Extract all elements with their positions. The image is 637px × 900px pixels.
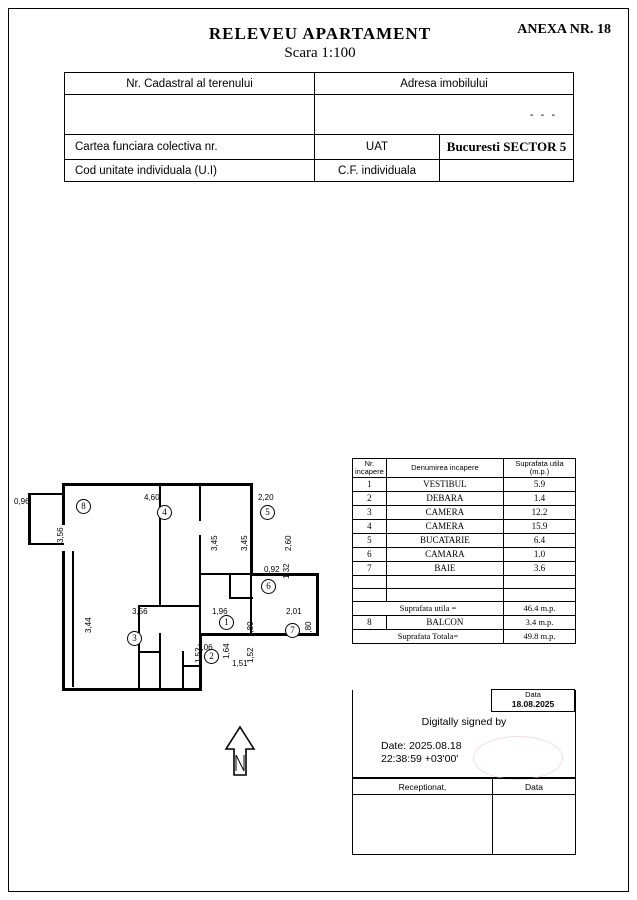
table-row bbox=[353, 533, 576, 547]
room-name: DEBARA bbox=[386, 491, 503, 505]
north-arrow-icon bbox=[222, 725, 258, 777]
receptionat-value bbox=[353, 795, 493, 855]
wall bbox=[62, 688, 202, 691]
table-row bbox=[353, 505, 576, 519]
wall bbox=[62, 483, 65, 525]
wall-interior bbox=[199, 575, 201, 633]
wall-interior bbox=[138, 605, 140, 691]
dim-1-06: 1,06 bbox=[197, 643, 213, 652]
room-marker-4: 4 bbox=[157, 505, 172, 520]
cf-individual-label: C.F. individuala bbox=[315, 160, 440, 182]
wall-interior bbox=[182, 651, 184, 691]
wall-balcony bbox=[28, 493, 64, 495]
room-area: 3.6 bbox=[504, 561, 576, 575]
col-header-area: Suprafata utila (m.p.) bbox=[504, 459, 576, 478]
wall-balcony bbox=[28, 543, 64, 545]
cf-individual-value bbox=[440, 160, 574, 182]
wall bbox=[62, 483, 252, 486]
digital-signature-date bbox=[381, 740, 462, 766]
col-header-nr: Nr. incapere bbox=[353, 459, 387, 478]
table-row-blank bbox=[353, 588, 576, 601]
usable-area-label: Suprafata utila = bbox=[353, 601, 504, 615]
room-area: 12.2 bbox=[504, 505, 576, 519]
balcony-name: BALCON bbox=[386, 615, 503, 629]
address-value bbox=[315, 95, 574, 135]
data-value: 18.08.2025 bbox=[511, 698, 555, 709]
room-name: BUCATARIE bbox=[386, 533, 503, 547]
table-row bbox=[353, 477, 576, 491]
signature-date-box bbox=[491, 689, 575, 712]
dim-0-96: 0,96 bbox=[14, 497, 30, 506]
signature-date-line1: Date: 2025.08.18 bbox=[381, 740, 462, 752]
dim-0-92: 0,92 bbox=[264, 565, 280, 574]
digital-signature-label: Digitally signed by bbox=[421, 716, 507, 728]
cadastral-header: Nr. Cadastral al terenului bbox=[65, 73, 315, 95]
wall-interior bbox=[159, 541, 161, 555]
dim-2-60: 2,60 bbox=[284, 535, 293, 551]
dim-3-56b: 3,56 bbox=[132, 607, 148, 616]
room-marker-8: 8 bbox=[76, 499, 91, 514]
wall-interior bbox=[229, 575, 231, 599]
room-name: CAMERA bbox=[386, 519, 503, 533]
room-nr: 4 bbox=[353, 519, 387, 533]
room-schedule-table bbox=[352, 458, 576, 644]
wall-interior bbox=[159, 605, 201, 607]
annex-label: ANEXA NR. 18 bbox=[517, 22, 611, 37]
room-name: CAMERA bbox=[386, 505, 503, 519]
room-nr: 3 bbox=[353, 505, 387, 519]
wall-interior bbox=[159, 555, 161, 605]
wall-interior bbox=[182, 665, 200, 667]
dim-1-51: 1,51 bbox=[232, 659, 248, 668]
room-marker-5: 5 bbox=[260, 505, 275, 520]
receptionat-label: Receptionat, bbox=[353, 779, 493, 795]
data-col-label: Data bbox=[493, 779, 576, 795]
dim-1-80b: 1,80 bbox=[304, 621, 313, 637]
dim-1-52a: 1,52 bbox=[194, 647, 203, 663]
room-name: CAMARA bbox=[386, 547, 503, 561]
wall-interior bbox=[72, 551, 74, 687]
room-marker-2: 2 bbox=[204, 649, 219, 664]
total-area-label: Suprafata Totala= bbox=[353, 629, 504, 643]
floor-plan bbox=[14, 455, 344, 785]
room-nr: 7 bbox=[353, 561, 387, 575]
stamp-mark bbox=[473, 736, 563, 780]
dim-2-01: 2,01 bbox=[286, 607, 302, 616]
wall-interior bbox=[199, 535, 201, 575]
total-area-value: 49.8 m.p. bbox=[504, 629, 576, 643]
uat-label: UAT bbox=[315, 135, 440, 160]
signature-date-line2: 22:38:59 +03'00' bbox=[381, 753, 459, 766]
room-marker-6: 6 bbox=[261, 579, 276, 594]
room-marker-7: 7 bbox=[285, 623, 300, 638]
reception-table bbox=[352, 778, 576, 855]
dim-1-52b: 1,52 bbox=[246, 647, 255, 663]
usable-area-value: 46.4 m.p. bbox=[504, 601, 576, 615]
table-row bbox=[353, 491, 576, 505]
room-area: 5.9 bbox=[504, 477, 576, 491]
dim-3-56: 3,56 bbox=[56, 527, 65, 543]
uat-value: Bucuresti SECTOR 5 bbox=[440, 135, 574, 160]
wall-interior bbox=[159, 633, 161, 691]
dim-3-45b: 3,45 bbox=[240, 535, 249, 551]
room-area: 1.4 bbox=[504, 491, 576, 505]
cadastral-value bbox=[65, 95, 315, 135]
room-area: 6.4 bbox=[504, 533, 576, 547]
wall bbox=[199, 633, 319, 636]
table-row bbox=[353, 519, 576, 533]
wall bbox=[250, 483, 253, 575]
address-dashes: - - - bbox=[529, 108, 557, 121]
data-col-value bbox=[493, 795, 576, 855]
room-marker-1: 1 bbox=[219, 615, 234, 630]
dim-3-45a: 3,45 bbox=[210, 535, 219, 551]
wall bbox=[316, 573, 319, 635]
room-nr: 6 bbox=[353, 547, 387, 561]
balcony-nr: 8 bbox=[353, 615, 387, 629]
col-header-name: Denumirea incapere bbox=[386, 459, 503, 478]
unit-code-label: Cod unitate individuala (U.I) bbox=[65, 160, 315, 182]
table-row bbox=[353, 561, 576, 575]
page-title: RELEVEU APARTAMENT bbox=[208, 24, 432, 43]
table-row-blank bbox=[353, 575, 576, 588]
signature-block bbox=[352, 690, 576, 778]
room-nr: 2 bbox=[353, 491, 387, 505]
dim-1-32: 1,32 bbox=[282, 563, 291, 579]
wall-interior bbox=[201, 573, 253, 575]
wall bbox=[62, 551, 65, 691]
dim-4-60: 4,60 bbox=[144, 493, 160, 502]
room-marker-3: 3 bbox=[127, 631, 142, 646]
data-label: Data bbox=[525, 690, 541, 699]
room-area: 1.0 bbox=[504, 547, 576, 561]
room-area: 15.9 bbox=[504, 519, 576, 533]
property-info-table bbox=[64, 72, 574, 182]
dim-2-20: 2,20 bbox=[258, 493, 274, 502]
dim-1-80a: 1,80 bbox=[246, 621, 255, 637]
address-header: Adresa imobilului bbox=[315, 73, 574, 95]
dim-3-44: 3,44 bbox=[84, 617, 93, 633]
total-area-row bbox=[353, 629, 576, 643]
room-name: VESTIBUL bbox=[386, 477, 503, 491]
dim-1-96: 1,96 bbox=[212, 607, 228, 616]
wall-interior bbox=[138, 651, 160, 653]
wall-interior bbox=[199, 483, 201, 521]
scale-label: Scara 1:100 bbox=[284, 45, 356, 61]
room-nr: 1 bbox=[353, 477, 387, 491]
dim-1-64: 1,64 bbox=[222, 643, 231, 659]
balcony-row bbox=[353, 615, 576, 629]
room-name: BAIE bbox=[386, 561, 503, 575]
usable-area-row bbox=[353, 601, 576, 615]
balcony-area: 3.4 m.p. bbox=[504, 615, 576, 629]
table-row bbox=[353, 547, 576, 561]
document-header bbox=[60, 24, 580, 62]
room-nr: 5 bbox=[353, 533, 387, 547]
cf-collective-label: Cartea funciara colectiva nr. bbox=[65, 135, 315, 160]
